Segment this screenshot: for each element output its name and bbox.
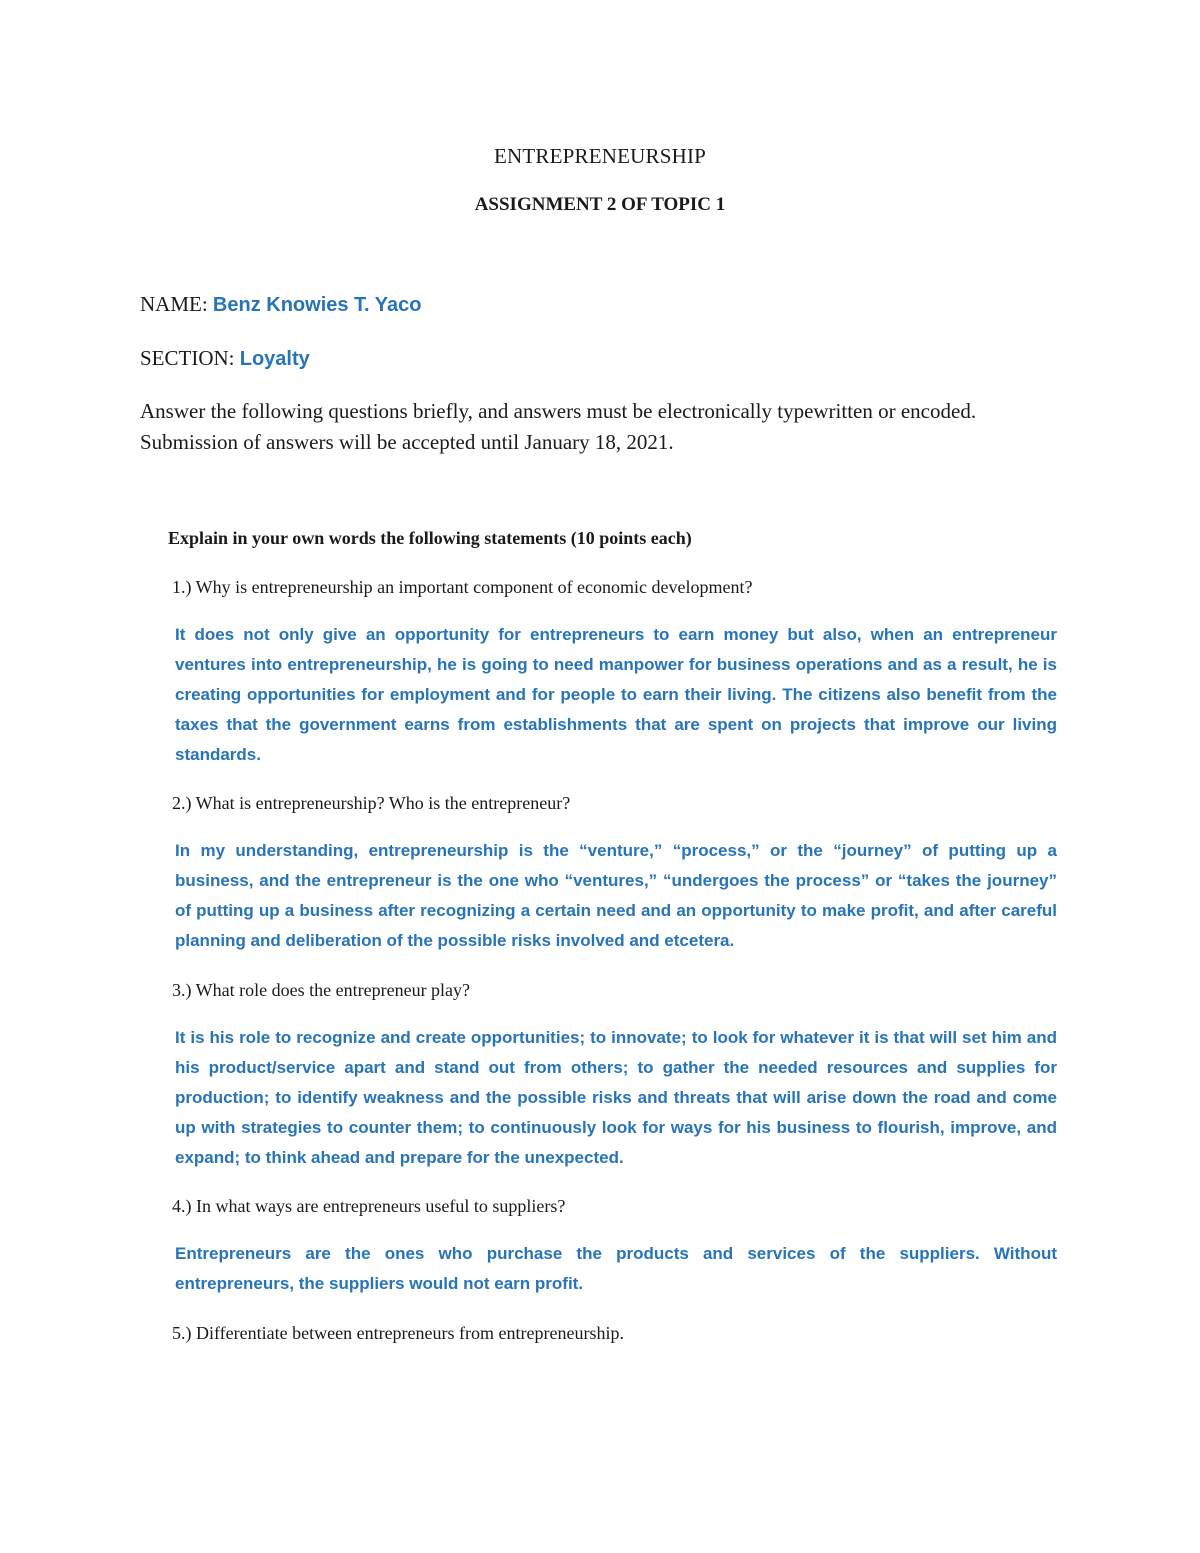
question-5: 5.) Differentiate between entrepreneurs from entrepreneurship. xyxy=(172,1323,624,1343)
answer-3: It is his role to recognize and create opportunities; to innovate; to look for whatever it is that will set him and his product/service apart and stand out from others; to gather the needed resources and supplies for production; to identify weakness and the possible risks and threats that will arise down the road and come up with strategies to counter them; to continuously look for ways for his business to flourish, improve, and expand; to think ahead and prepare for the unexpected. xyxy=(175,1028,1057,1167)
answer-2: In my understanding, entrepreneurship is the “venture,” “process,” or the “journey” of putting up a business, and the entrepreneur is the one who “ventures,” “undergoes the process” or “takes the journey” of putting up a business after recognizing a certain need and an opportunity to make profit, and after careful planning and deliberation of the possible risks involved and etcetera. xyxy=(175,841,1057,950)
question-4: 4.) In what ways are entrepreneurs useful to suppliers? xyxy=(172,1196,566,1216)
document-title: ENTREPRENEURSHIP xyxy=(493,144,707,168)
answer-1: It does not only give an opportunity for entrepreneurs to earn money but also, when an entrepreneur ventures into entrepreneurship, he is going to need manpower for business operations and as a result, he is creating opportunities for employment and for people to earn their living. The citizens also benefit from the taxes that the government earns from establishments that are spent on projects that improve our living standards. xyxy=(175,625,1057,764)
name-value: Benz Knowies T. Yaco xyxy=(212,294,422,316)
assignment-subtitle: ASSIGNMENT 2 OF TOPIC 1 xyxy=(474,194,726,215)
section-field xyxy=(140,346,310,371)
section-label: SECTION: xyxy=(140,346,235,370)
instructions-paragraph: Answer the following questions briefly, and answers must be electronically typewritten or encoded. Submission of answers will be accepted until January 18, 2021. xyxy=(140,399,977,454)
question-3: 3.) What role does the entrepreneur play? xyxy=(172,980,471,1000)
question-2: 2.) What is entrepreneurship? Who is the entrepreneur? xyxy=(172,793,571,813)
section-value: Loyalty xyxy=(239,348,310,370)
answer-4: Entrepreneurs are the ones who purchase the products and services of the suppliers. Without entrepreneurs, the suppliers would not earn profit. xyxy=(175,1244,1057,1293)
name-label: NAME: xyxy=(140,292,208,316)
name-field xyxy=(140,292,422,317)
question-1: 1.) Why is entrepreneurship an important component of economic development? xyxy=(172,577,753,597)
section-heading: Explain in your own words the following statements (10 points each) xyxy=(168,528,692,548)
